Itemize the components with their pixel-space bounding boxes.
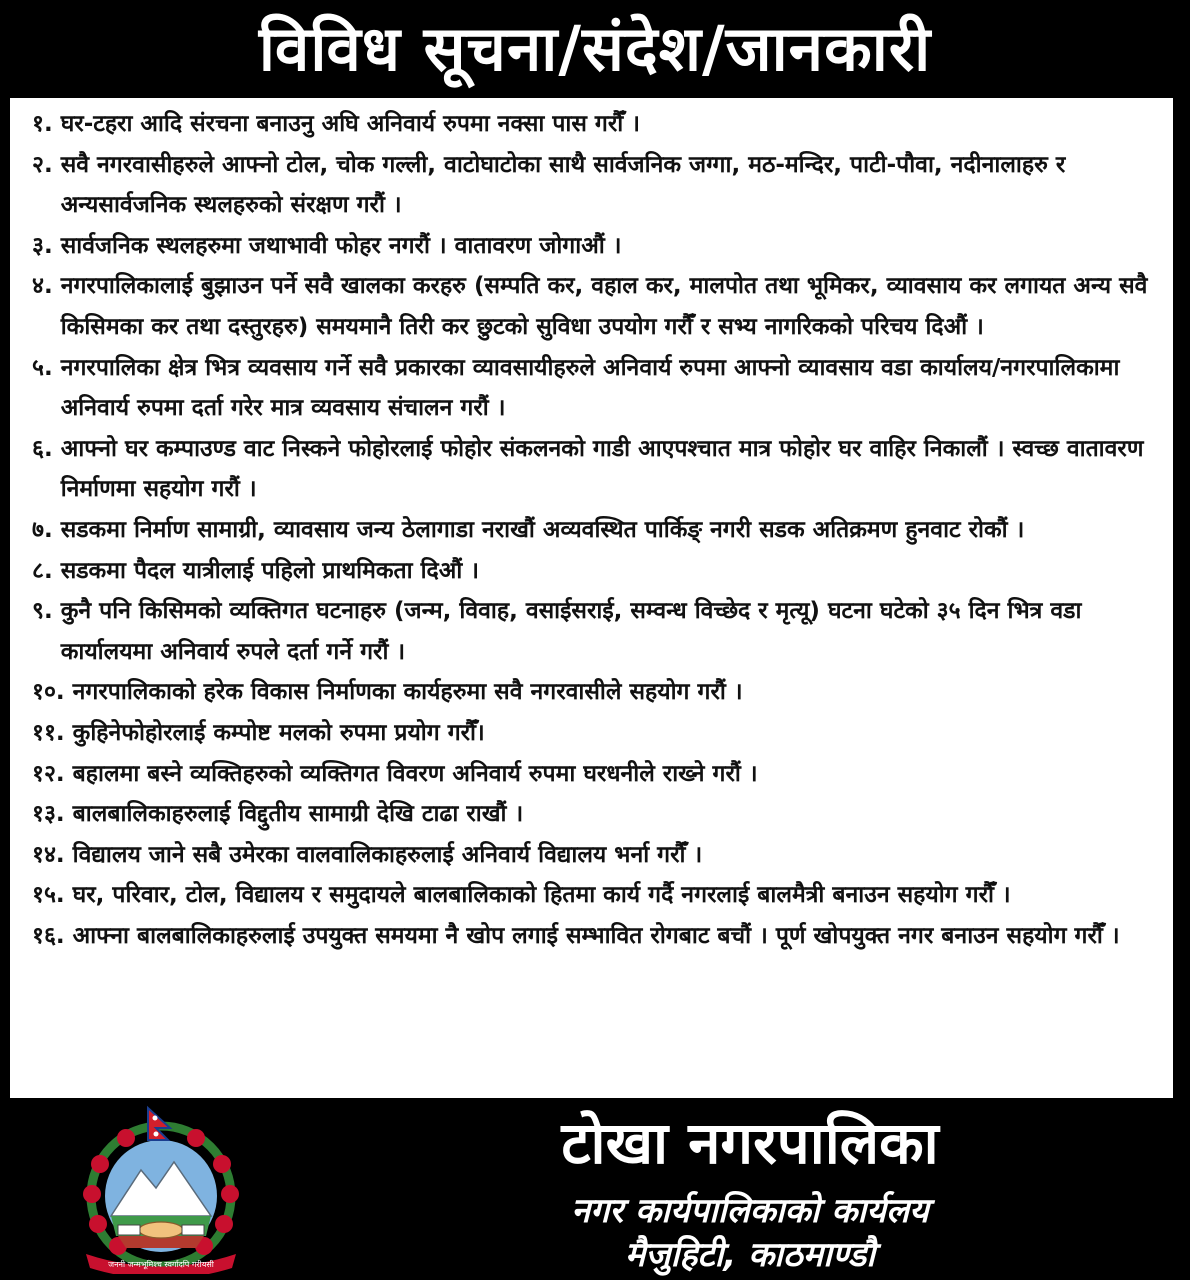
notice-number: ९.	[32, 598, 53, 625]
notice-item	[32, 266, 1161, 347]
notice-text: बहालमा बस्ने व्यक्तिहरुको व्यक्तिगत विवरण अनिवार्य रुपमा घरधनीले राख्ने गरौं ।	[72, 760, 758, 787]
notice-text: सडकमा पैदल यात्रीलाई पहिलो प्राथमिकता दिऔं ।	[60, 557, 480, 584]
header-banner	[0, 0, 1190, 98]
notice-number: ११.	[32, 719, 65, 746]
notice-text: नगरपालिकाको हरेक विकास निर्माणका कार्यहरुमा सवै नगरवासीले सहयोग गरौं ।	[72, 679, 743, 706]
notice-text: आफ्ना बालबालिकाहरुलाई उपयुक्त समयमा नै खोप लगाई सम्भावित रोगबाट बचौं । पूर्ण खोपयुक्त नगर बनाउन सहयोग गरौँ ।	[72, 922, 1120, 949]
notice-number: ६.	[32, 435, 53, 462]
municipality-emblem-icon	[56, 1104, 266, 1274]
notice-number: ७.	[32, 516, 53, 543]
footer	[0, 1098, 1190, 1280]
nepal-flag-icon	[148, 1108, 170, 1140]
notice-number: ३.	[32, 232, 53, 259]
notice-item	[32, 835, 1161, 876]
notice-number: १०.	[32, 679, 65, 706]
notice-item	[32, 713, 1161, 754]
notice-panel	[10, 98, 1173, 1098]
notice-number: ५.	[32, 354, 53, 381]
notice-item	[32, 226, 1161, 267]
office-name: नगर कार्यपालिकाको कार्यलय	[571, 1191, 929, 1231]
notice-text: घर-टहरा आदि संरचना बनाउनु अघि अनिवार्य रुपमा नक्सा पास गरौँ ।	[60, 111, 640, 137]
notice-item	[32, 348, 1161, 429]
notice-item	[32, 754, 1161, 795]
notice-number: १६.	[32, 922, 65, 949]
notice-text: आफ्नो घर कम्पाउण्ड वाट निस्कने फोहोरलाई फोहोर संकलनको गाडी आएपश्चात मात्र फोहोर घर वाहिर निकालौं । स्वच्छ वातावरण निर्माणमा सहयोग गरौं ।	[60, 435, 1144, 503]
notice-text: सार्वजनिक स्थलहरुमा जथाभावी फोहर नगरौं । वातावरण जोगाऔं ।	[60, 232, 622, 259]
notice-number: १.	[32, 111, 53, 137]
notice-text: विद्यालय जाने सबै उमेरका वालवालिकाहरुलाई अनिवार्य विद्यालय भर्ना गरौँ ।	[72, 841, 703, 868]
notice-number: १४.	[32, 841, 65, 868]
notice-list	[32, 104, 1161, 956]
notice-number: १३.	[32, 801, 65, 828]
notice-text: नगरपालिका क्षेत्र भित्र व्यवसाय गर्ने सवै प्रकारका व्यावसायीहरुले अनिवार्य रुपमा आफ्नो व्यावसाय वडा कार्यालय/नगरपालिकामा अनिवार्य रुपमा दर्ता गरेर मात्र व्यवसाय संचालन गरौं ।	[60, 354, 1120, 422]
notice-number: १२.	[32, 760, 65, 787]
notice-item	[32, 551, 1161, 592]
notice-number: १५.	[32, 882, 65, 909]
page-title: विविध सूचना/संदेश/जानकारी	[258, 12, 932, 85]
notice-text: कुहिनेफोहोरलाई कम्पोष्ट मलको रुपमा प्रयोग गरौँ।	[72, 719, 485, 746]
notice-item	[32, 875, 1161, 916]
notice-number: २.	[32, 151, 53, 178]
notice-item	[32, 429, 1161, 510]
notice-text: सवै नगरवासीहरुले आफ्नो टोल, चोक गल्ली, वाटोघाटोका साथै सार्वजनिक जग्गा, मठ-मन्दिर, पाटी-पौवा, नदीनालाहरु र अन्यसार्वजनिक स्थलहरुको संरक्षण गरौं ।	[60, 151, 1066, 219]
notice-item	[32, 104, 1161, 145]
notice-item	[32, 916, 1161, 957]
municipality-name: टोखा नगरपालिका	[561, 1109, 939, 1177]
emblem-motto: जननी जन्मभूमिश्च स्वर्गादपि गरीयसी	[108, 1260, 214, 1269]
notice-text: नगरपालिकालाई बुझाउन पर्ने सवै खालका करहरु (सम्पति कर, वहाल कर, मालपोत तथा भूमिकर, व्यावसाय कर लगायत अन्य सवै किसिमका कर तथा दस्तुरहरु) समयमानै तिरी कर छुटको सुविधा उपयोग गरौँ र सभ्य नागरिकको परिचय दिऔं ।	[60, 273, 1148, 340]
notice-text: कुनै पनि किसिमको व्यक्तिगत घटनाहरु (जन्म, विवाह, वसाईसराई, सम्वन्ध विच्छेद र मृत्यू) घटना घटेको ३५ दिन भित्र वडा कार्यालयमा अनिवार्य रुपले दर्ता गर्ने गरौं ।	[60, 598, 1082, 665]
notice-item	[32, 672, 1161, 713]
notice-text: बालबालिकाहरुलाई विद्दुतीय सामाग्री देखि टाढा राखौं ।	[72, 801, 524, 828]
notice-text: सडकमा निर्माण सामाग्री, व्यावसाय जन्य ठेलागाडा नराखौं अव्यवस्थित पार्किङ् नगरी सडक अतिक्रमण हुनवाट रोकौं ।	[60, 516, 1025, 543]
notice-number: ४.	[32, 273, 53, 300]
notice-item	[32, 145, 1161, 226]
notice-item	[32, 510, 1161, 551]
notice-item	[32, 591, 1161, 672]
office-address: मैजुहिटी, काठमाण्डौ	[624, 1235, 876, 1275]
notice-item	[32, 794, 1161, 835]
notice-number: ८.	[32, 557, 53, 584]
notice-text: घर, परिवार, टोल, विद्यालय र समुदायले बालबालिकाको हितमा कार्य गर्दै नगरलाई बालमैत्री बनाउन सहयोग गरौँ ।	[72, 882, 1011, 909]
